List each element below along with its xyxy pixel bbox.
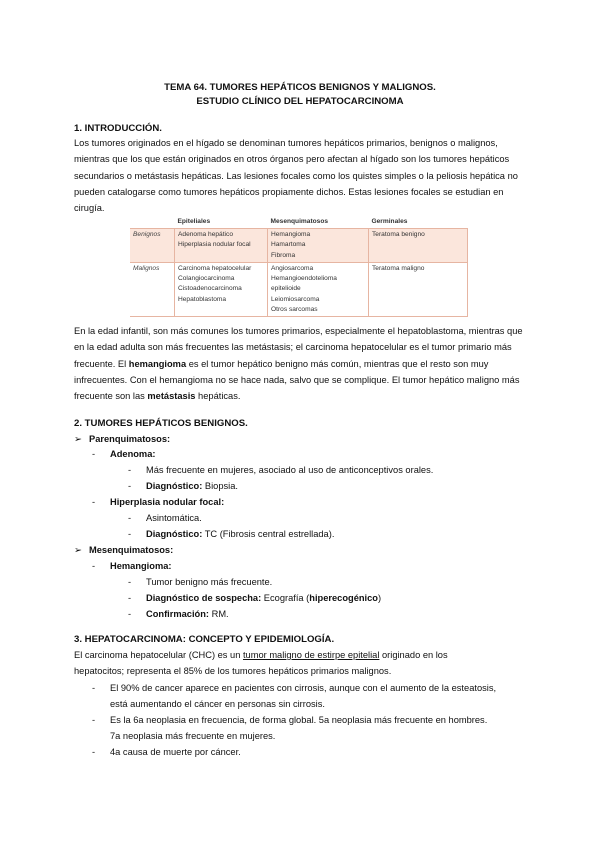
text-run-underlined: tumor maligno de estirpe epitelial xyxy=(242,650,380,660)
text-run: es el tumor hepático benigno más común, mientras que el resto son muy infrecuentes. Con el hemangioma no se hace nada, salvo que se complique. El tumor hepático maligno más frecuente son las xyxy=(74,358,520,402)
table-cell-item: Colangiocarcinoma xyxy=(178,275,235,283)
table-header-empty xyxy=(130,215,175,229)
intro-paragraph-2 xyxy=(74,323,529,404)
dash-bullet-icon: - xyxy=(128,529,132,539)
table-cell-item: Hemangioendotelioma xyxy=(271,275,337,283)
adenoma-detail-2 xyxy=(146,479,238,493)
dash-bullet-icon: - xyxy=(128,513,132,523)
table-cell-item: Teratoma benigno xyxy=(372,231,425,238)
text-run: Ecografía ( xyxy=(261,593,310,603)
dash-bullet-icon: - xyxy=(128,577,132,587)
table-cell-item: Hepatoblastoma xyxy=(178,295,227,303)
dash-bullet-icon: - xyxy=(92,449,96,459)
arrow-bullet-icon: ➢ xyxy=(74,545,82,555)
arrow-bullet-icon: ➢ xyxy=(74,434,82,444)
dash-bullet-icon: - xyxy=(92,715,96,725)
intro-paragraph: Los tumores originados en el hígado se denominan tumores hepáticos primarios, benignos o malignos, mientras que los que están originados en otros órganos pero afectan al hígado son los tumores hepáticos secundarios o metástasis hepáticas. Las lesiones focales como los quistes simples o la peliosis hepática no pueden catalogarse como tumores hepáticos propiamente dichos. Estas lesiones focales se estudian en cirugía. xyxy=(74,138,518,214)
section-heading-benign: 2. TUMORES HEPÁTICOS BENIGNOS. xyxy=(74,418,248,429)
item-hemangioma: Hemangioma: xyxy=(110,561,172,571)
hemangioma-detail-3 xyxy=(146,607,229,621)
table-row xyxy=(130,229,468,263)
dash-bullet-icon: - xyxy=(128,593,132,603)
hcc-bullet-3: 4a causa de muerte por cáncer. xyxy=(110,747,241,757)
text-run: originado en los xyxy=(379,650,448,660)
dash-bullet-icon: - xyxy=(92,683,96,693)
table-cell-item: Fibroma xyxy=(271,251,296,259)
item-hnf: Hiperplasia nodular focal: xyxy=(110,497,225,507)
table-row-label: Benignos xyxy=(130,229,175,263)
dash-bullet-icon: - xyxy=(128,481,132,491)
section-heading-hcc: 3. HEPATOCARCINOMA: CONCEPTO Y EPIDEMIOLOGÍA. xyxy=(74,634,335,645)
text-run: TC (Fibrosis central estrellada). xyxy=(202,529,335,539)
table-header-germinales: Germinales xyxy=(371,218,408,225)
text-run: RM. xyxy=(209,609,229,619)
text-run-bold: hemangioma xyxy=(128,358,187,369)
dash-bullet-icon: - xyxy=(92,561,96,571)
dash-bullet-icon: - xyxy=(128,465,132,475)
hnf-detail-1: Asintomática. xyxy=(146,513,202,523)
table-cell-item: Hemangioma xyxy=(271,231,311,238)
document-title-line1: TEMA 64. TUMORES HEPÁTICOS BENIGNOS Y MALIGNOS. xyxy=(164,82,436,93)
table-cell-item: epitelioide xyxy=(271,285,301,293)
table-row xyxy=(130,262,468,316)
table-cell-item: Teratoma maligno xyxy=(372,264,425,272)
text-run-bold: Confirmación: xyxy=(146,609,210,619)
adenoma-detail-1: Más frecuente en mujeres, asociado al uso de anticonceptivos orales. xyxy=(146,465,434,475)
table-row-label: Malignos xyxy=(130,262,175,316)
text-run-bold: Diagnóstico: xyxy=(146,481,203,491)
table-header-mesenquimatosos: Mesenquimatosos xyxy=(270,218,329,225)
table-cell xyxy=(175,229,268,263)
text-run: ) xyxy=(378,593,382,603)
table-cell xyxy=(268,262,369,316)
category-parenquimatosos: Parenquimatosos: xyxy=(89,434,171,444)
table-cell xyxy=(268,229,369,263)
text-run-bold: Diagnóstico: xyxy=(146,529,203,539)
item-adenoma: Adenoma: xyxy=(110,449,156,459)
section-heading-intro: 1. INTRODUCCIÓN. xyxy=(74,123,162,134)
hemangioma-detail-1: Tumor benigno más frecuente. xyxy=(146,577,273,587)
text-run: El carcinoma hepatocelular (CHC) es un xyxy=(74,650,243,660)
table-cell-item: Carcinoma hepatocelular xyxy=(178,264,252,272)
table-cell-item: Leiomiosarcoma xyxy=(271,295,320,303)
hcc-bullet-2-line-2: 7a neoplasia más frecuente en mujeres. xyxy=(110,731,276,741)
text-run: En la edad infantil, son más comunes los tumores primarios, especialmente el hepatoblastoma, mientras que en la edad adulta son más frecuentes las metástasis; el carcinoma hepatocelular es el tumor primario más frecuente. El xyxy=(74,326,523,369)
table-cell-item: Adenoma hepático xyxy=(178,231,233,238)
table-cell-item: Cistoadenocarcinoma xyxy=(178,285,242,293)
table-cell xyxy=(369,229,468,263)
text-run: hepáticas. xyxy=(195,391,241,402)
table-cell-item: Hamartoma xyxy=(271,241,306,249)
table-cell-item: Otros sarcomas xyxy=(271,306,318,314)
category-mesenquimatosos: Mesenquimatosos: xyxy=(89,545,174,555)
hnf-detail-2 xyxy=(146,527,334,541)
text-run: Biopsia. xyxy=(202,481,238,491)
hemangioma-detail-2 xyxy=(146,591,381,605)
dash-bullet-icon: - xyxy=(92,747,96,757)
table-header-epiteliales: Epiteliales xyxy=(177,218,211,225)
table-cell xyxy=(369,262,468,316)
tumor-classification-table xyxy=(130,215,468,317)
dash-bullet-icon: - xyxy=(92,497,96,507)
table-cell-item: Hiperplasia nodular focal xyxy=(178,241,251,249)
hcc-line-1 xyxy=(74,648,448,662)
hcc-bullet-1-line-2: está aumentando el cáncer en personas sin cirrosis. xyxy=(110,699,325,709)
table-cell xyxy=(175,262,268,316)
document-title-line2: ESTUDIO CLÍNICO DEL HEPATOCARCINOMA xyxy=(196,96,404,107)
hcc-bullet-2-line-1: Es la 6a neoplasia en frecuencia, de forma global. 5a neoplasia más frecuente en hombres. xyxy=(110,715,488,725)
text-run-bold: hiperecogénico xyxy=(309,593,378,603)
hcc-bullet-1-line-1: El 90% de cancer aparece en pacientes con cirrosis, aunque con el aumento de la esteatosis, xyxy=(110,683,497,693)
dash-bullet-icon: - xyxy=(128,609,132,619)
table-cell-item: Angiosarcoma xyxy=(271,264,314,272)
hcc-line-2: hepatocitos; representa el 85% de los tumores hepáticos primarios malignos. xyxy=(74,666,392,676)
text-run-bold: Diagnóstico de sospecha: xyxy=(146,593,262,603)
text-run-bold: metástasis xyxy=(147,391,196,402)
